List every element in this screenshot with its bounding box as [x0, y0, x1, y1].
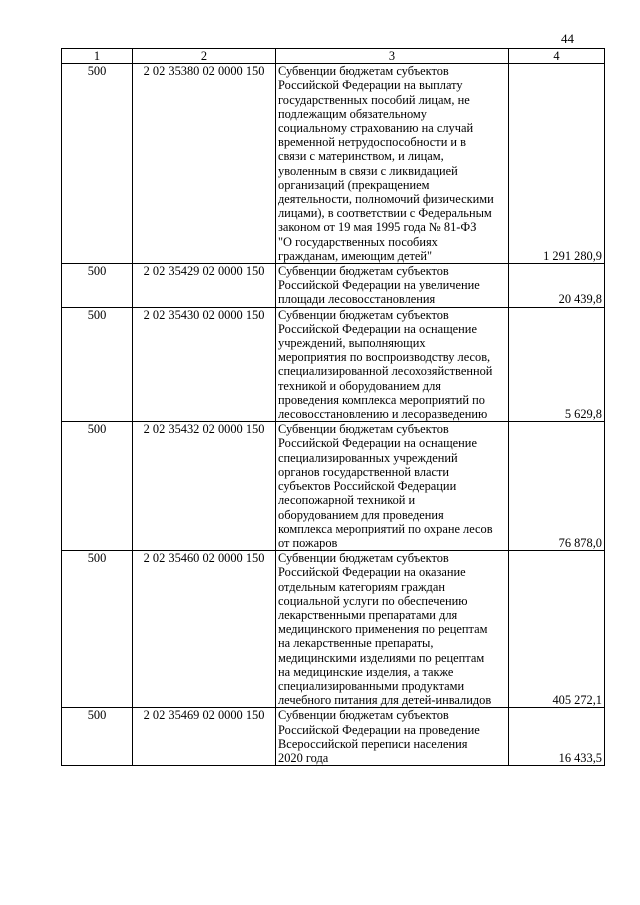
description-line: лекарственными препаратами для	[278, 607, 458, 622]
description-line: государственных пособий лицам, не	[278, 92, 470, 107]
description-line: на медицинские изделия, а также	[278, 664, 454, 679]
column-header-4: 4	[509, 49, 605, 64]
description-line: гражданам, имеющим детей"	[278, 248, 433, 263]
description-cell	[276, 422, 509, 551]
description-line: Субвенции бюджетам субъектов	[278, 551, 449, 566]
table-body	[62, 64, 605, 766]
description-line: отдельным категориям граждан	[278, 579, 445, 594]
description-line: специализированной лесохозяйственной	[278, 364, 493, 379]
description-line: Субвенции бюджетам субъектов	[278, 64, 449, 79]
description-line: деятельности, полномочий физическими	[278, 192, 494, 207]
description-line: оборудованием для проведения	[278, 507, 444, 522]
admin-code-cell: 500	[62, 264, 133, 308]
column-header-1: 1	[62, 49, 133, 64]
description-line: Российской Федерации на проведение	[278, 722, 480, 737]
column-header-2: 2	[133, 49, 276, 64]
description-cell	[276, 264, 509, 308]
description-line: учреждений, выполняющих	[278, 336, 426, 351]
revenue-code-cell: 2 02 35469 02 0000 150	[133, 708, 276, 766]
description-line: законом от 19 мая 1995 года № 81-ФЗ	[278, 220, 477, 235]
revenue-code-cell: 2 02 35460 02 0000 150	[133, 551, 276, 708]
description-line: лечебного питания для детей-инвалидов	[278, 693, 492, 708]
admin-code-cell: 500	[62, 551, 133, 708]
amount-cell: 16 433,5	[509, 708, 605, 766]
description-line: "О государственных пособиях	[278, 234, 438, 249]
page-number: 44	[561, 31, 574, 46]
description-line: лесопожарной техникой и	[278, 493, 416, 508]
table-row	[62, 708, 605, 766]
description-line: проведения комплекса мероприятий по	[278, 392, 485, 407]
description-line: техникой и оборудованием для	[278, 378, 441, 393]
description-line: Субвенции бюджетам субъектов	[278, 264, 449, 279]
table-row	[62, 551, 605, 708]
budget-table	[61, 48, 605, 766]
description-line: лицами), в соответствии с Федеральным	[278, 206, 492, 221]
table-header-row	[62, 49, 605, 64]
description-line: лесовосстановлению и лесоразведению	[278, 407, 488, 422]
revenue-code-cell: 2 02 35432 02 0000 150	[133, 422, 276, 551]
description-line: от пожаров	[278, 535, 338, 550]
description-line: субъектов Российской Федерации	[278, 479, 457, 494]
amount-cell: 1 291 280,9	[509, 64, 605, 264]
description-line: комплекса мероприятий по охране лесов	[278, 521, 493, 536]
description-line: Российской Федерации на выплату	[278, 78, 463, 93]
description-line: Субвенции бюджетам субъектов	[278, 307, 449, 322]
description-line: Российской Федерации на оснащение	[278, 321, 477, 336]
description-line: медицинского применения по рецептам	[278, 622, 488, 637]
description-line: Субвенции бюджетам субъектов	[278, 708, 449, 723]
description-line: площади лесовосстановления	[278, 292, 436, 307]
description-line: на лекарственные препараты,	[278, 636, 434, 651]
column-header-3: 3	[276, 49, 509, 64]
revenue-code-cell: 2 02 35430 02 0000 150	[133, 307, 276, 422]
description-line: связи с материнством, и лицам,	[278, 149, 444, 164]
description-line: уволенным в связи с ликвидацией	[278, 163, 458, 178]
description-line: медицинскими изделиями по рецептам	[278, 650, 485, 665]
amount-cell: 5 629,8	[509, 307, 605, 422]
revenue-code-cell: 2 02 35429 02 0000 150	[133, 264, 276, 308]
description-line: социальной услуги по обеспечению	[278, 593, 468, 608]
table-row	[62, 64, 605, 264]
description-line: мероприятия по воспроизводству лесов,	[278, 350, 491, 365]
admin-code-cell: 500	[62, 307, 133, 422]
description-line: органов государственной власти	[278, 464, 450, 479]
description-line: Российской Федерации на увеличение	[278, 278, 480, 293]
description-cell	[276, 64, 509, 264]
amount-cell: 405 272,1	[509, 551, 605, 708]
description-line: специализированных учреждений	[278, 450, 458, 465]
table-row	[62, 264, 605, 308]
table-row	[62, 422, 605, 551]
description-line: подлежащим обязательному	[278, 106, 427, 121]
admin-code-cell: 500	[62, 422, 133, 551]
admin-code-cell: 500	[62, 708, 133, 766]
description-cell	[276, 307, 509, 422]
description-line: Российской Федерации на оснащение	[278, 436, 477, 451]
description-line: 2020 года	[278, 750, 329, 765]
description-line: Субвенции бюджетам субъектов	[278, 422, 449, 437]
amount-cell: 20 439,8	[509, 264, 605, 308]
description-cell	[276, 708, 509, 766]
description-line: Всероссийской переписи населения	[278, 736, 468, 751]
description-line: социальному страхованию на случай	[278, 121, 474, 136]
description-cell	[276, 551, 509, 708]
description-line: временной нетрудоспособности и в	[278, 135, 467, 150]
description-line: специализированными продуктами	[278, 678, 465, 693]
description-line: организаций (прекращением	[278, 177, 430, 192]
amount-cell: 76 878,0	[509, 422, 605, 551]
description-line: Российской Федерации на оказание	[278, 565, 466, 580]
table-row	[62, 307, 605, 422]
admin-code-cell: 500	[62, 64, 133, 264]
revenue-code-cell: 2 02 35380 02 0000 150	[133, 64, 276, 264]
